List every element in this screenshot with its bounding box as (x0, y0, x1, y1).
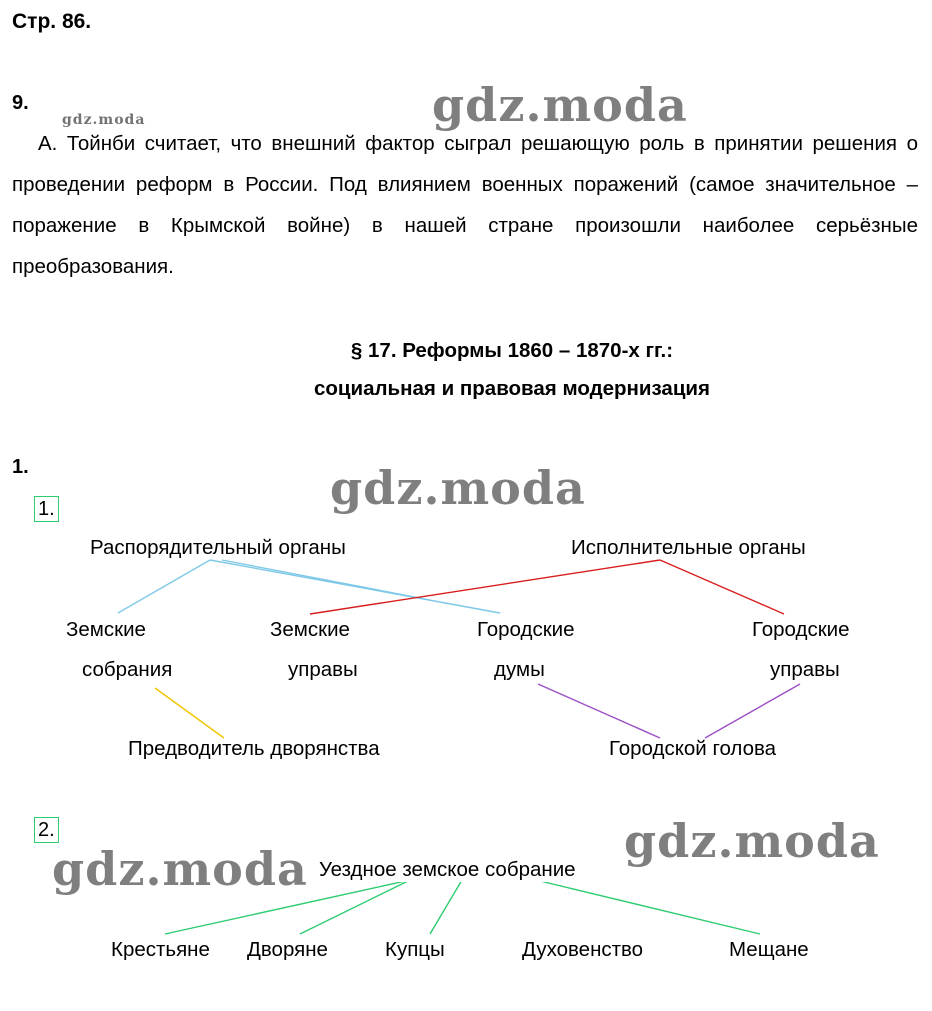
watermark-4: gdz.moda (624, 814, 880, 868)
node-city-council-line1: Городские (752, 618, 850, 641)
node-peasants: Крестьяне (111, 938, 210, 961)
node-city-duma-line1: Городские (477, 618, 575, 641)
node-zemstvo-assembly-line2: собрания (82, 658, 173, 681)
line-root-to-clergy-mid (540, 880, 590, 934)
node-admin-organs: Распорядительный органы (90, 536, 346, 559)
node-townspeople: Мещане (729, 938, 809, 961)
task-9-text: А. Тойнби считает, что внешний фактор сыграл решающую роль в принятии решения о проведении реформ в России. Под влиянием военных поражений (самое значительное – поражение в Крымской войне) в нашей стране произошли наиболее серьёзные преобразования. (12, 132, 918, 278)
line-council-to-city-head (705, 684, 800, 738)
task-1-number: 1. (12, 456, 29, 478)
line-admin-to-city-duma-a (210, 560, 500, 613)
line-duma-to-city-head (538, 684, 660, 738)
node-clergy: Духовенство (522, 938, 644, 961)
watermark-2: gdz.moda (330, 461, 586, 515)
node-zemstvo-assembly-line1: Земские (66, 618, 146, 641)
node-zemstvo-council-line2: управы (288, 658, 358, 681)
line-admin-to-zemstvo-assembly (118, 560, 210, 613)
node-nobles: Дворяне (247, 938, 328, 961)
node-city-duma-line2: думы (494, 658, 545, 681)
node-city-head: Городской голова (609, 737, 777, 760)
section-title-line-2: социальная и правовая модернизация (314, 377, 710, 400)
subtask-2-box: 2. (34, 817, 59, 843)
task-9-number: 9. (12, 92, 29, 114)
watermark-3: gdz.moda (52, 842, 308, 896)
node-merchants: Купцы (385, 938, 445, 961)
line-admin-to-city-duma-b (222, 560, 430, 600)
node-district-zemstvo-assembly: Уездное земское собрание (319, 858, 576, 881)
node-exec-organs: Исполнительные органы (571, 536, 806, 559)
watermark-small: gdz.moda (62, 112, 146, 128)
line-root-to-nobles (300, 880, 410, 934)
line-exec-to-city-council (660, 560, 784, 614)
line-root-to-merchants (430, 880, 462, 934)
node-zemstvo-council-line1: Земские (270, 618, 350, 641)
section-title-line-1: § 17. Реформы 1860 – 1870-х гг.: (350, 339, 674, 362)
watermark-1: gdz.moda (432, 78, 688, 132)
line-root-to-townspeople (536, 880, 760, 934)
page-label: Стр. 86. (12, 10, 92, 33)
line-assembly-to-nobility-leader (155, 688, 224, 738)
node-city-council-line2: управы (770, 658, 840, 681)
subtask-1-box: 1. (34, 496, 59, 522)
node-nobility-leader: Предводитель дворянства (128, 737, 380, 760)
